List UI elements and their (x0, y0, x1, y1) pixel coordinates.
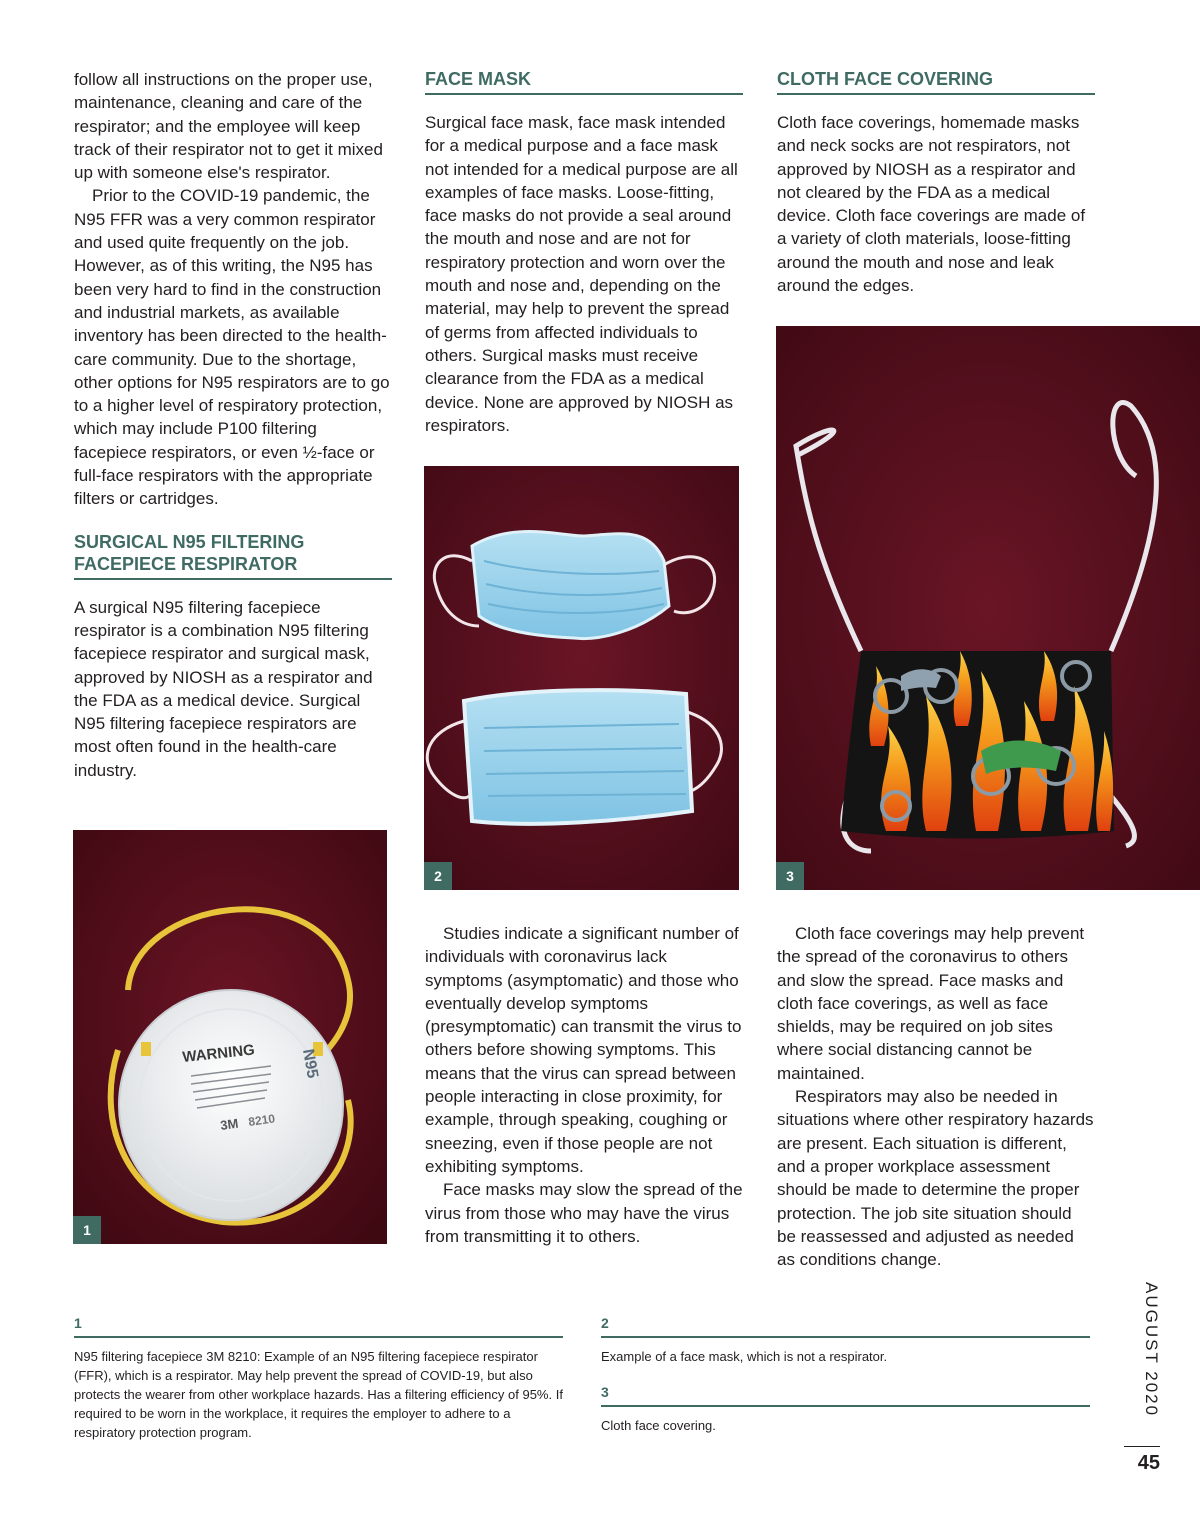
caption-3-number: 3 (601, 1383, 1090, 1407)
brand-label: 3M (219, 1115, 240, 1133)
n95-respirator-image (73, 830, 387, 1244)
model-label: 8210 (247, 1111, 276, 1129)
face-masks-image (424, 466, 739, 890)
section-heading-cloth-face-covering: CLOTH FACE COVERING (777, 68, 1095, 95)
rating-label: N95 (299, 1047, 321, 1080)
photo-badge-2: 2 (424, 862, 452, 890)
caption-2-number: 2 (601, 1314, 1090, 1338)
issue-date: AUGUST 2020 (1142, 1282, 1161, 1418)
column-3-lower (777, 922, 1095, 1271)
photo-face-masks (424, 466, 739, 890)
col3-paragraph-2: Cloth face coverings may help prevent the spread of the coronavirus to others and slow the spread. Face masks and cloth face coverings, as well as face shields, may be required on job sites where social distancing cannot be maintained. (777, 924, 1085, 1083)
col1-paragraph-2: Prior to the COVID-19 pandemic, the N95 FFR was a very common respirator and used quite frequently on the job. However, as of this writing, the N95 has been very hard to find in the construction and industrial markets, as available inventory has been directed to the health-care community. Due to the shortage, other options for N95 respirators are to go to a higher level of respiratory protection, which may include P100 filtering facepiece respirators, or even ½-face or full-face respirators with the appropriate filters or cartridges. (74, 186, 390, 509)
photo-n95-respirator (73, 830, 387, 1244)
photo-cloth-face-covering (776, 326, 1200, 890)
caption-2-text: Example of a face mask, which is not a respirator. (601, 1349, 888, 1364)
caption-2 (601, 1314, 1090, 1366)
photo-badge-3: 3 (776, 862, 804, 890)
column-3 (777, 68, 1095, 297)
col3-paragraph-3: Respirators may also be needed in situations where other respiratory hazards are present. Each situation is different, and a proper workplace assessment should be made to determine the proper protection. The job site situation should be reassessed and adjusted as needed as conditions change. (777, 1087, 1094, 1270)
col2-paragraph-2: Studies indicate a significant number of individuals with coronavirus lack symptoms (asymptomatic) and those who eventually develop symptoms (presymptomatic) can transmit the virus to others before showing symptoms. This means that the virus can spread between people interacting in close proximity, for example, through speaking, coughing or sneezing, even if those people are not exhibiting symptoms. (425, 924, 742, 1176)
caption-3-text: Cloth face covering. (601, 1418, 716, 1433)
section-heading-surgical-n95: SURGICAL N95 FILTERING FACEPIECE RESPIRATOR (74, 531, 392, 580)
caption-1-number: 1 (74, 1314, 563, 1338)
cloth-covering-image (776, 326, 1200, 890)
caption-3 (601, 1383, 1090, 1435)
section-heading-face-mask: FACE MASK (425, 68, 743, 95)
caption-1-text: N95 filtering facepiece 3M 8210: Example of an N95 filtering facepiece respirator (FFR), which is a respirator. May help prevent the spread of COVID-19, but also protects the wearer from other workplace hazards. Has a filtering efficiency of 95%. If required to be worn in the workplace, it requires the employer to adhere to a respiratory protection program. (74, 1349, 563, 1440)
caption-1 (74, 1314, 563, 1442)
col2-paragraph-1: Surgical face mask, face mask intended for a medical purpose and a face mask not intended for a medical purpose are all examples of face masks. Loose-fitting, face masks do not provide a seal around the mouth and nose and are not for respiratory protection and worn over the mouth and nose and, depending on the material, may help to prevent the spread of germs from affected individuals to others. Surgical masks must receive clearance from the FDA as a medical device. None are approved by NIOSH as respirators. (425, 113, 738, 435)
page-number-rule (1124, 1446, 1160, 1447)
column-2-lower (425, 922, 743, 1248)
warning-label: WARNING (181, 1041, 256, 1066)
column-1 (74, 68, 392, 782)
page-number: 45 (1137, 1452, 1160, 1474)
photo-badge-1: 1 (73, 1216, 101, 1244)
col1-paragraph-3: A surgical N95 filtering facepiece respirator is a combination N95 filtering facepiece respirator and surgical mask, approved by NIOSH as a respirator and the FDA as a medical device. Surgical N95 filtering facepiece respirators are most often found in the health-care industry. (74, 597, 373, 780)
col3-paragraph-1: Cloth face coverings, homemade masks and neck socks are not respirators, not approved by NIOSH as a respirator and not cleared by the FDA as a medical device. Cloth face coverings are made of a variety of cloth materials, loose-fitting around the mouth and nose and leak around the edges. (777, 113, 1086, 296)
col2-paragraph-3: Face masks may slow the spread of the virus from those who may have the virus from transmitting it to others. (425, 1180, 743, 1246)
column-2 (425, 68, 743, 437)
col1-paragraph-1: follow all instructions on the proper use, maintenance, cleaning and care of the respirator; and the employee will keep track of their respirator not to get it mixed up with someone else's respirator. (74, 70, 383, 183)
